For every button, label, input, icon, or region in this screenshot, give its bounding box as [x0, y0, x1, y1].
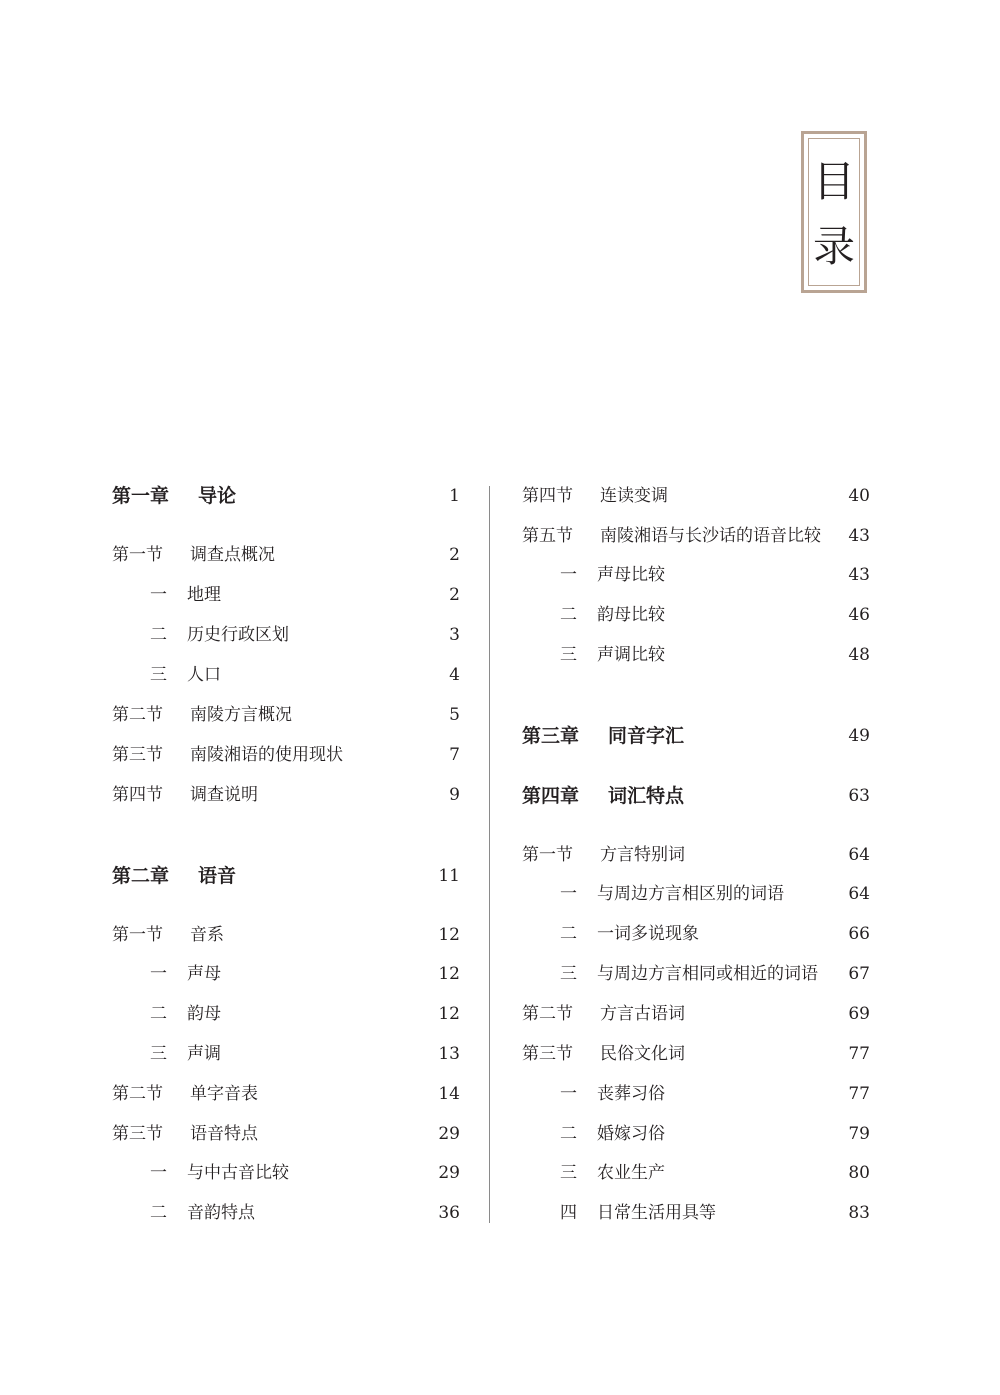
toc-entry-number: 第二节 [112, 1084, 163, 1104]
toc-entry-page: 11 [438, 866, 460, 886]
toc-entry-title: 语音特点 [190, 1124, 258, 1144]
toc-entry-title: 声母 [187, 964, 221, 984]
toc-entry-page: 12 [438, 1004, 460, 1024]
toc-entry-number: 一 [150, 964, 167, 984]
toc-entry-item[interactable] [522, 1198, 870, 1228]
toc-entry-number: 二 [150, 1203, 167, 1223]
column-divider [489, 486, 490, 1223]
toc-entry-page: 66 [848, 924, 870, 944]
toc-entry-number: 第三节 [522, 1044, 573, 1064]
toc-entry-page: 77 [848, 1084, 870, 1104]
toc-entry-page: 64 [848, 845, 870, 865]
toc-entry-number: 第三节 [112, 745, 163, 765]
toc-entry-section[interactable] [112, 700, 460, 730]
toc-entry-page: 12 [438, 964, 460, 984]
toc-entry-title: 语音 [198, 865, 237, 887]
toc-entry-page: 64 [848, 884, 870, 904]
toc-title-box [801, 131, 867, 293]
toc-entry-title: 南陵湘语与长沙话的语音比较 [600, 526, 821, 546]
toc-entry-number: 三 [560, 645, 577, 665]
toc-entry-chapter[interactable] [522, 781, 870, 811]
toc-entry-title: 一词多说现象 [597, 924, 699, 944]
toc-entry-page: 63 [848, 786, 870, 806]
toc-entry-number: 一 [560, 565, 577, 585]
toc-entry-number: 第一章 [112, 485, 170, 507]
toc-entry-number: 二 [560, 605, 577, 625]
toc-entry-number: 二 [560, 1124, 577, 1144]
toc-entry-number: 一 [150, 1163, 167, 1183]
toc-entry-title: 调查点概况 [190, 545, 275, 565]
toc-entry-page: 14 [438, 1084, 460, 1104]
toc-entry-title: 与中古音比较 [187, 1163, 289, 1183]
toc-entry-page: 49 [848, 726, 870, 746]
toc-entry-number: 第一节 [522, 845, 573, 865]
toc-entry-item[interactable] [112, 580, 460, 610]
toc-entry-page: 80 [848, 1163, 870, 1183]
toc-entry-item[interactable] [112, 1198, 460, 1228]
toc-entry-page: 40 [848, 486, 870, 506]
toc-entry-title: 音韵特点 [187, 1203, 255, 1223]
toc-entry-number: 第一节 [112, 925, 163, 945]
toc-entry-page: 48 [848, 645, 870, 665]
toc-entry-title: 地理 [187, 585, 221, 605]
toc-entry-title: 历史行政区划 [187, 625, 289, 645]
toc-entry-section[interactable] [112, 920, 460, 950]
toc-entry-title: 与周边方言相同或相近的词语 [597, 964, 818, 984]
toc-entry-number: 第五节 [522, 526, 573, 546]
toc-entry-page: 1 [449, 486, 460, 506]
toc-title-char-2: 录 [812, 222, 855, 271]
toc-entry-section[interactable] [522, 999, 870, 1029]
toc-entry-item[interactable] [522, 1119, 870, 1149]
toc-entry-title: 韵母比较 [597, 605, 665, 625]
toc-entry-number: 第三节 [112, 1124, 163, 1144]
toc-entry-title: 方言古语词 [600, 1004, 685, 1024]
toc-entry-section[interactable] [112, 780, 460, 810]
toc-entry-number: 第四章 [522, 785, 580, 807]
toc-entry-title: 方言特别词 [600, 845, 685, 865]
toc-entry-number: 一 [560, 1084, 577, 1104]
toc-entry-title: 韵母 [187, 1004, 221, 1024]
toc-entry-chapter[interactable] [112, 481, 460, 511]
toc-entry-page: 9 [449, 785, 460, 805]
toc-entry-title: 声调比较 [597, 645, 665, 665]
toc-entry-section[interactable] [112, 540, 460, 570]
toc-entry-number: 第二节 [112, 705, 163, 725]
toc-entry-page: 67 [848, 964, 870, 984]
toc-entry-section[interactable] [112, 1119, 460, 1149]
toc-entry-number: 三 [560, 964, 577, 984]
toc-entry-item[interactable] [522, 959, 870, 989]
toc-entry-number: 第三章 [522, 725, 580, 747]
toc-entry-page: 12 [438, 925, 460, 945]
toc-entry-number: 四 [560, 1203, 577, 1223]
toc-entry-title: 农业生产 [597, 1163, 665, 1183]
toc-entry-title: 单字音表 [190, 1084, 258, 1104]
toc-entry-page: 29 [438, 1124, 460, 1144]
toc-entry-section[interactable] [112, 1079, 460, 1109]
toc-entry-page: 83 [848, 1203, 870, 1223]
toc-entry-chapter[interactable] [112, 861, 460, 891]
toc-entry-page: 13 [438, 1044, 460, 1064]
toc-entry-item[interactable] [112, 1039, 460, 1069]
toc-entry-title: 同音字汇 [608, 725, 685, 747]
toc-entry-item[interactable] [522, 879, 870, 909]
toc-entry-number: 一 [150, 585, 167, 605]
toc-entry-item[interactable] [112, 999, 460, 1029]
toc-entry-section[interactable] [522, 1039, 870, 1069]
toc-entry-title: 词汇特点 [608, 785, 685, 807]
toc-entry-number: 二 [150, 1004, 167, 1024]
toc-entry-item[interactable] [522, 1158, 870, 1188]
toc-entry-page: 43 [848, 565, 870, 585]
toc-entry-item[interactable] [522, 600, 870, 630]
toc-entry-item[interactable] [112, 959, 460, 989]
toc-entry-page: 3 [449, 625, 460, 645]
toc-entry-item[interactable] [522, 919, 870, 949]
toc-entry-item[interactable] [112, 660, 460, 690]
toc-entry-number: 二 [150, 625, 167, 645]
toc-entry-section[interactable] [522, 481, 870, 511]
toc-entry-page: 7 [449, 745, 460, 765]
toc-entry-page: 2 [449, 545, 460, 565]
toc-entry-item[interactable] [112, 620, 460, 650]
toc-entry-title: 调查说明 [190, 785, 258, 805]
toc-entry-title: 导论 [198, 485, 237, 507]
toc-entry-title: 音系 [190, 925, 224, 945]
toc-entry-page: 4 [449, 665, 460, 685]
toc-entry-title: 民俗文化词 [600, 1044, 685, 1064]
toc-entry-title: 日常生活用具等 [597, 1203, 716, 1223]
toc-entry-number: 三 [150, 1044, 167, 1064]
toc-entry-number: 第四节 [112, 785, 163, 805]
toc-entry-title: 与周边方言相区别的词语 [597, 884, 784, 904]
toc-title-char-1: 目 [812, 157, 855, 206]
toc-entry-chapter[interactable] [522, 721, 870, 751]
toc-entry-number: 三 [150, 665, 167, 685]
toc-entry-number: 第二节 [522, 1004, 573, 1024]
toc-entry-number: 第一节 [112, 545, 163, 565]
toc-entry-item[interactable] [112, 1158, 460, 1188]
toc-entry-title: 丧葬习俗 [597, 1084, 665, 1104]
toc-entry-title: 声调 [187, 1044, 221, 1064]
toc-entry-item[interactable] [522, 560, 870, 590]
toc-entry-title: 人口 [187, 665, 221, 685]
toc-entry-number: 第四节 [522, 486, 573, 506]
toc-entry-title: 南陵湘语的使用现状 [190, 745, 343, 765]
toc-entry-title: 连读变调 [600, 486, 668, 506]
toc-entry-page: 43 [848, 526, 870, 546]
toc-entry-page: 79 [848, 1124, 870, 1144]
toc-entry-page: 2 [449, 585, 460, 605]
toc-entry-title: 声母比较 [597, 565, 665, 585]
toc-entry-section[interactable] [522, 840, 870, 870]
toc-entry-page: 36 [438, 1203, 460, 1223]
toc-entry-page: 69 [848, 1004, 870, 1024]
toc-entry-number: 二 [560, 924, 577, 944]
toc-entry-page: 46 [848, 605, 870, 625]
toc-entry-title: 南陵方言概况 [190, 705, 292, 725]
toc-entry-section[interactable] [112, 740, 460, 770]
toc-entry-page: 29 [438, 1163, 460, 1183]
toc-entry-page: 77 [848, 1044, 870, 1064]
toc-entry-page: 5 [449, 705, 460, 725]
toc-entry-item[interactable] [522, 1079, 870, 1109]
toc-entry-item[interactable] [522, 640, 870, 670]
toc-entry-title: 婚嫁习俗 [597, 1124, 665, 1144]
toc-entry-section[interactable] [522, 521, 870, 551]
toc-entry-number: 第二章 [112, 865, 170, 887]
toc-entry-number: 三 [560, 1163, 577, 1183]
toc-entry-number: 一 [560, 884, 577, 904]
